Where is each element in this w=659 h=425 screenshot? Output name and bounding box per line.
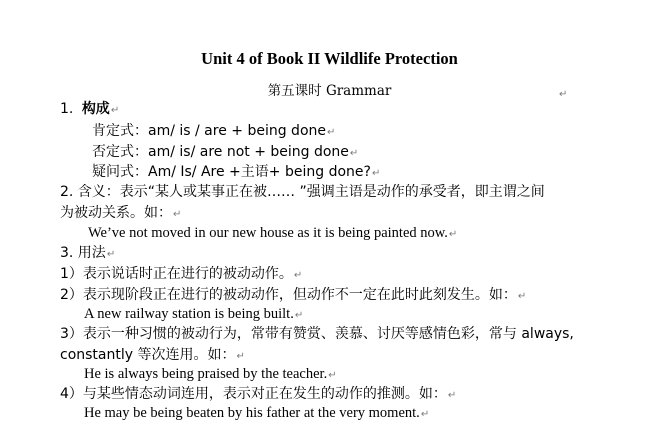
document-title <box>0 48 659 70</box>
line-text: 1）表示说话时正在进行的被动动作。 <box>60 266 293 282</box>
paragraph-mark-icon: ↵ <box>294 310 304 321</box>
line-text: 否定式：am/ is/ are not + being done <box>92 144 349 160</box>
line-text: 3）表示一种习惯的被动行为，常带有赞赏、羡慕、讨厌等感情色彩，常与 always, <box>60 326 574 342</box>
section-heading-structure <box>60 100 119 120</box>
line-text: 4）与某些情态动词连用，表示对正在发生的动作的推测。如： <box>60 386 447 402</box>
paragraph-mark-icon: ↵ <box>236 351 245 362</box>
paragraph-mark-icon: ↵ <box>447 390 457 401</box>
line-text: We’ve not moved in our new house as it is being painted now. <box>88 225 448 241</box>
paragraph-mark-icon: ↵ <box>327 127 336 138</box>
line-text: He may be being beaten by his father at the very moment. <box>84 405 420 421</box>
line-text: He is always being praised by the teacher. <box>84 366 328 382</box>
paragraph-mark-icon: ↵ <box>328 370 337 381</box>
line-text: 肯定式：am/ is / are + being done <box>92 123 326 139</box>
line-text: 3. 用法 <box>60 245 106 261</box>
meaning-line-1 <box>60 183 545 201</box>
example-sentence-3 <box>84 365 337 385</box>
title-text: Unit 4 of Book II Wildlife Protection <box>201 49 458 68</box>
line-text: 2. 含义：表示“某人或某事正在被…… ”强调主语是动作的承受者，即主谓之间 <box>60 184 545 200</box>
paragraph-mark-icon: ↵ <box>420 409 430 420</box>
line-text: A new railway station is being built. <box>84 306 294 322</box>
paragraph-mark-icon: ↵ <box>349 148 359 159</box>
document-subtitle <box>0 82 659 100</box>
line-text: 为被动关系。如： <box>60 205 172 221</box>
example-sentence-2 <box>84 305 303 325</box>
section-heading-text: 构成 <box>81 101 110 117</box>
paragraph-mark-icon: ↵ <box>173 209 182 220</box>
usage-item-4 <box>60 385 456 405</box>
section-number: 1. <box>60 101 74 117</box>
usage-item-1 <box>60 265 302 285</box>
line-text: 疑问式：Am/ Is/ Are +主语+ being done? <box>92 164 371 180</box>
example-sentence-1 <box>88 224 457 244</box>
paragraph-mark-icon: ↵ <box>110 105 120 116</box>
paragraph-mark-icon: ↵ <box>293 270 303 281</box>
usage-item-3-cont <box>60 346 245 366</box>
section-heading-usage <box>60 244 115 264</box>
paragraph-mark-icon: ↵ <box>371 168 381 179</box>
usage-item-3 <box>60 325 574 343</box>
line-text: constantly 等次连用。如： <box>60 347 236 363</box>
line-text: 2）表示现阶段正在进行的被动动作，但动作不一定在此时此刻发生。如： <box>60 287 517 303</box>
meaning-line-2 <box>60 204 181 224</box>
usage-item-2 <box>60 286 526 306</box>
subtitle-text: 第五课时 Grammar <box>267 83 392 99</box>
form-affirmative <box>92 122 335 142</box>
form-interrogative <box>92 163 380 183</box>
form-negative <box>92 143 358 163</box>
paragraph-mark-icon: ↵ <box>559 89 568 100</box>
paragraph-mark-icon: ↵ <box>106 249 116 260</box>
paragraph-mark-icon: ↵ <box>448 229 458 240</box>
example-sentence-4 <box>84 404 429 424</box>
paragraph-mark-icon: ↵ <box>517 291 527 302</box>
